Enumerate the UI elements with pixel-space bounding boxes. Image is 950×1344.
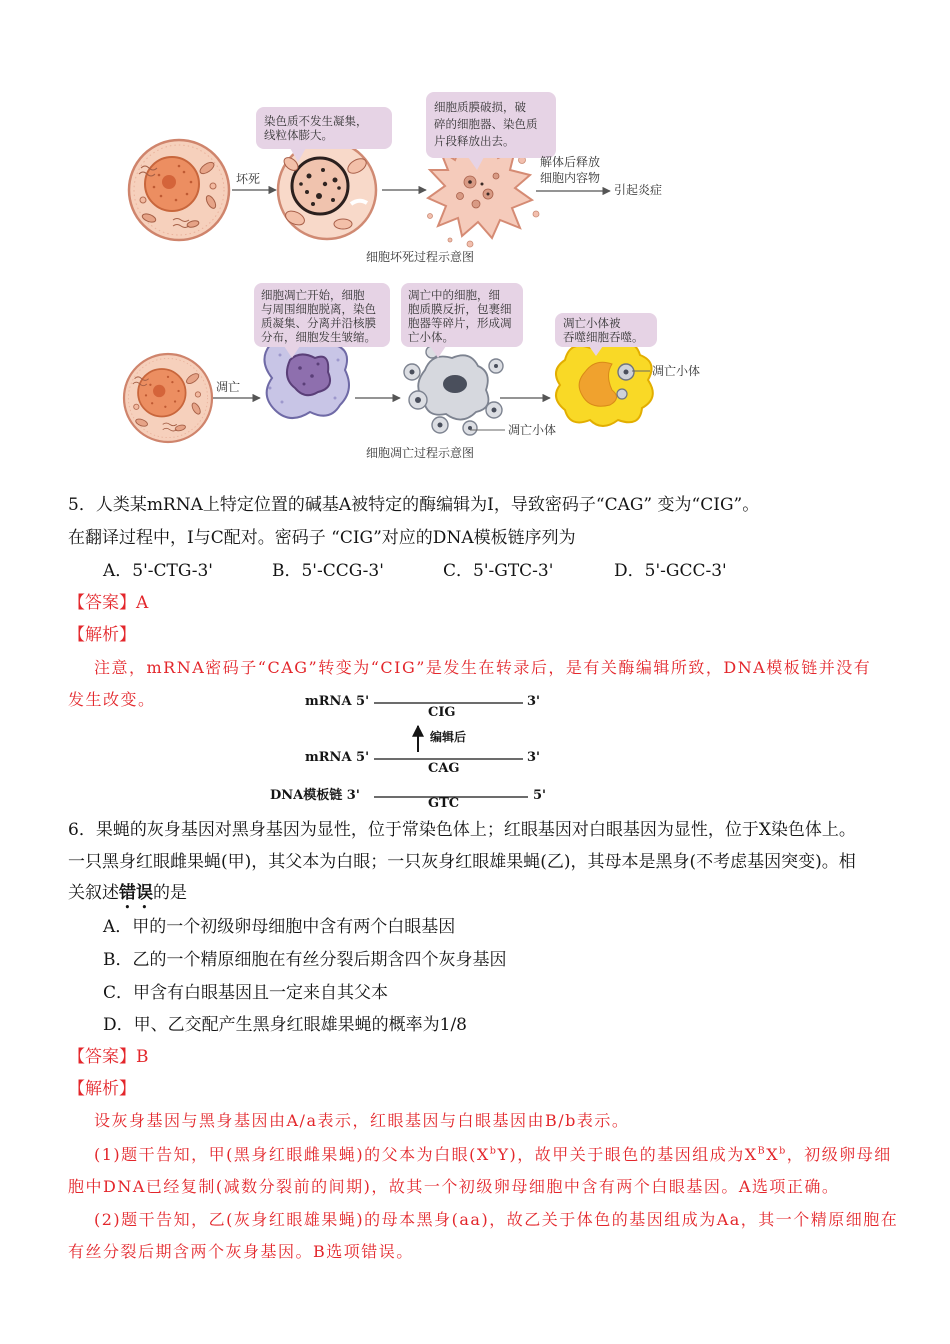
edited-mrna-end: 3' (527, 694, 541, 709)
swollen-necrotic-cell (278, 141, 376, 239)
callout-line: 凋亡中的细胞，细 (408, 288, 500, 302)
apoptotic-body-label-bottom: 凋亡小体 (508, 423, 557, 437)
q5-option-d: D．5'-GCC-3' (614, 561, 727, 581)
dna-template-codon: GTC (428, 796, 460, 811)
answer-label: 【答案】 (68, 593, 136, 613)
q6-analysis-p1-line-1 (94, 1145, 892, 1165)
callout-line: 细胞凋亡开始，细胞 (261, 288, 365, 302)
text-segment: ，初级卵母细 (786, 1145, 892, 1164)
q6-analysis-p1-line-2: 胞中DNA已经复制(减数分裂前的间期)，故其一个初级卵母细胞中含有两个白眼基因。A选项正确。 (68, 1177, 840, 1196)
q6-stem-line-1: 6．果蝇的灰身基因对黑身基因为显性，位于常染色体上；红眼基因对白眼基因为显性，位于X染色体上。 (68, 820, 856, 840)
apoptotic-body-label-right: 凋亡小体 (652, 364, 701, 378)
callout-line: 片段释放出去。 (434, 134, 515, 148)
edited-codon: CIG (428, 705, 456, 720)
q6-answer (68, 1047, 149, 1067)
dna-template-label: DNA模板链 3' (270, 788, 360, 803)
q6-stem-line-3 (68, 883, 187, 913)
superscript: B (757, 1145, 767, 1157)
editing-arrow-label: 编辑后 (430, 730, 467, 744)
q6-analysis-p2-line-2: 有丝分裂后期含两个灰身基因。B选项错误。 (68, 1242, 414, 1261)
q5-analysis-label: 【解析】 (68, 625, 136, 645)
fragmenting-cell-with-apoptotic-bodies (404, 346, 503, 435)
callout-line: 胞器等碎片，形成凋 (408, 316, 512, 330)
callout-text-swelling (264, 114, 368, 142)
callout-text-phagocytosis (563, 316, 644, 344)
callout-line: 细胞质膜破损，破 (434, 100, 526, 114)
release-text-line-1: 解体后释放 (540, 155, 601, 169)
original-mrna-label: mRNA 5' (305, 750, 370, 765)
necrosis-caption: 细胞坏死过程示意图 (366, 250, 475, 264)
callout-line: 吞噬细胞吞噬。 (563, 330, 644, 344)
q6-option-d: D．甲、乙交配产生黑身红眼雄果蝇的概率为1/8 (103, 1015, 467, 1035)
q6-analysis-intro: 设灰身基因与黑身基因由A/a表示，红眼基因与白眼基因由B/b表示。 (94, 1111, 630, 1130)
callout-line: 质凝集、分离并沿核膜 (261, 316, 376, 330)
callout-text-rupture (434, 99, 538, 150)
callout-line: 与周围细胞脱离，染色 (261, 302, 376, 316)
superscript: b (779, 1145, 787, 1157)
callout-text-start (261, 288, 376, 344)
text-segment: Y)，故甲关于眼色的基因组成为X (497, 1145, 758, 1164)
apoptosis-caption: 细胞凋亡过程示意图 (366, 446, 475, 460)
q6-option-c: C．甲含有白眼基因且一定来自其父本 (103, 983, 389, 1003)
q5-option-c: C．5'-GTC-3' (443, 561, 554, 581)
q6-analysis-label: 【解析】 (68, 1079, 136, 1099)
necrosis-outcome: 引起炎症 (614, 183, 663, 197)
q5-option-b: B．5'-CCG-3' (272, 561, 384, 581)
callout-line: 碎的细胞器、染色质 (434, 117, 538, 131)
necrotic-nucleus (292, 158, 348, 214)
answer-value: B (136, 1047, 149, 1067)
release-text-line-2: 细胞内容物 (540, 171, 601, 185)
phagocyte-engulfing-cell (556, 341, 653, 426)
answer-label: 【答案】 (68, 1047, 136, 1067)
text-segment: (1)题干告知，甲(黑身红眼雌果蝇)的父本为白眼(X (94, 1145, 490, 1164)
text-segment: X (766, 1145, 780, 1164)
apoptosis-arrow-label: 凋亡 (216, 380, 241, 394)
callout-line: 线粒体膨大。 (264, 128, 333, 142)
shrinking-apoptotic-cell (264, 336, 349, 418)
q5-option-a: A．5'-CTG-3' (103, 561, 213, 581)
stem-text: 的是 (153, 883, 187, 903)
q6-option-a: A．甲的一个初级卵母细胞中含有两个白眼基因 (103, 917, 456, 937)
q5-analysis-line-1: 注意，mRNA密码子“CAG”转变为“CIG”是发生在转录后，是有关酶编辑所致，DNA模板链并没有 (94, 658, 872, 677)
superscript: b (489, 1145, 498, 1157)
dna-template-end: 5' (533, 788, 547, 803)
necrosis-arrow-label: 坏死 (236, 172, 261, 186)
callout-line: 分布，细胞发生皱缩。 (261, 330, 376, 344)
edited-mrna-label: mRNA 5' (305, 694, 370, 709)
callout-line: 胞质膜反折，包裹细 (408, 302, 512, 316)
q5-analysis-line-2: 发生改变。 (68, 690, 156, 709)
stem-text: 关叙述 (68, 883, 119, 903)
original-mrna-end: 3' (527, 750, 541, 765)
callout-line: 染色质不发生凝集， (264, 114, 368, 128)
q5-stem-line-1: 5．人类某mRNA上特定位置的碱基A被特定的酶编辑为I，导致密码子“CAG” 变为“CIG”。 (68, 495, 760, 515)
answer-value: A (136, 593, 149, 613)
q6-stem-line-2: 一只黑身红眼雌果蝇(甲)，其父本为白眼；一只灰身红眼雄果蝇(乙)，其母本是黑身(不考虑基因突变)。相 (68, 852, 856, 872)
normal-cell-necrosis-row (129, 140, 229, 240)
callout-line: 凋亡小体被 (563, 316, 621, 330)
q6-analysis-p2-line-1: (2)题干告知，乙(灰身红眼雄果蝇)的母本黑身(aa)，故乙关于体色的基因组成为Aa，其一个精原细胞在 (94, 1210, 899, 1229)
q6-option-b: B．乙的一个精原细胞在有丝分裂后期含四个灰身基因 (103, 950, 507, 970)
original-codon: CAG (428, 761, 460, 776)
q5-answer (68, 593, 148, 613)
emphasized-word: 错误 (119, 883, 153, 903)
callout-line: 亡小体。 (408, 330, 454, 344)
normal-cell-apoptosis-row (124, 354, 212, 442)
callout-text-bodies (408, 288, 512, 344)
q5-stem-line-2: 在翻译过程中，I与C配对。密码子 “CIG”对应的DNA模板链序列为 (68, 528, 576, 548)
